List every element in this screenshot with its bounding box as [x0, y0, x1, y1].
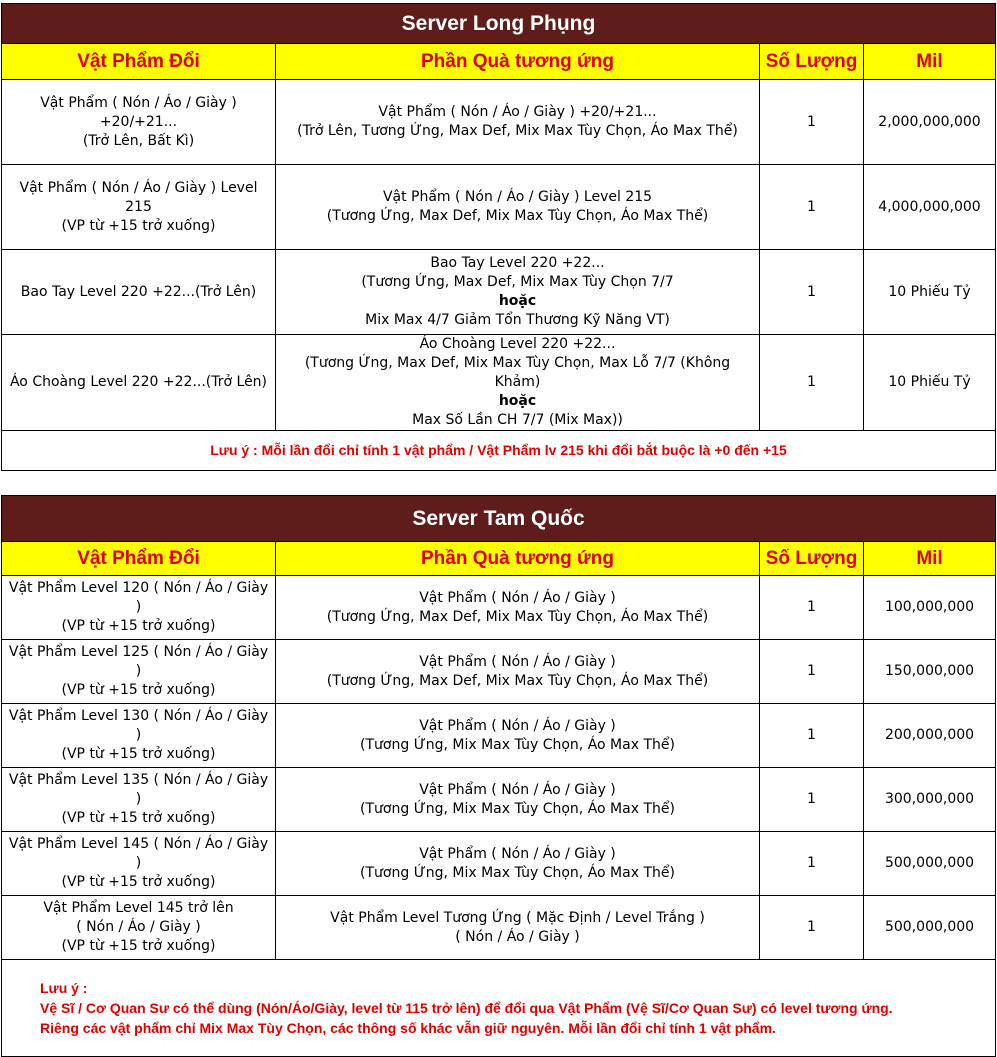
table-tam-quoc: [1, 495, 996, 1057]
mil-cell: 100,000,000: [864, 576, 996, 640]
mil-cell: 2,000,000,000: [864, 80, 996, 165]
qty-cell: 1: [760, 80, 864, 165]
col-header-mil: Mil: [864, 542, 996, 576]
qty-cell: 1: [760, 704, 864, 768]
table-row: [2, 80, 996, 165]
item-cell: Vật Phẩm Level 120 ( Nón / Áo / Giày ) (VP từ +15 trở xuống): [2, 576, 276, 640]
item-cell: Vật Phẩm Level 145 ( Nón / Áo / Giày ) (VP từ +15 trở xuống): [2, 832, 276, 896]
gift-cell: Vật Phẩm ( Nón / Áo / Giày ) (Tương Ứng, Max Def, Mix Max Tùy Chọn, Áo Max Thể): [276, 576, 760, 640]
gift-cell: Bao Tay Level 220 +22... (Tương Ứng, Max Def, Mix Max Tùy Chọn 7/7 hoặc Mix Max 4/7 Giảm Tổn Thương Kỹ Năng VT): [276, 250, 760, 335]
gift-cell: Vật Phẩm ( Nón / Áo / Giày ) (Tương Ứng, Mix Max Tùy Chọn, Áo Max Thể): [276, 704, 760, 768]
mil-cell: 4,000,000,000: [864, 165, 996, 250]
qty-cell: 1: [760, 576, 864, 640]
mil-cell: 200,000,000: [864, 704, 996, 768]
col-header-mil: Mil: [864, 44, 996, 80]
item-cell: Áo Choàng Level 220 +22...(Trở Lên): [2, 335, 276, 431]
qty-cell: 1: [760, 640, 864, 704]
qty-cell: 1: [760, 250, 864, 335]
note-text: Lưu ý : Mỗi lần đổi chỉ tính 1 vật phẩm / Vật Phẩm lv 215 khi đổi bắt buộc là +0 đến +15: [2, 431, 996, 471]
item-cell: Vật Phẩm Level 125 ( Nón / Áo / Giày ) (VP từ +15 trở xuống): [2, 640, 276, 704]
col-header-qty: Số Lượng: [760, 542, 864, 576]
table-row: [2, 704, 996, 768]
qty-cell: 1: [760, 768, 864, 832]
qty-cell: 1: [760, 896, 864, 960]
mil-cell: 300,000,000: [864, 768, 996, 832]
item-cell: Vật Phẩm ( Nón / Áo / Giày ) Level 215 (VP từ +15 trở xuống): [2, 165, 276, 250]
gift-cell: Áo Choàng Level 220 +22... (Tương Ứng, Max Def, Mix Max Tùy Chọn, Max Lỗ 7/7 (Không Khảm) hoặc Max Số Lần CH 7/7 (Mix Max)): [276, 335, 760, 431]
mil-cell: 500,000,000: [864, 832, 996, 896]
section-title: Server Tam Quốc: [2, 496, 996, 542]
table-row: [2, 896, 996, 960]
gift-cell: Vật Phẩm Level Tương Ứng ( Mặc Định / Level Trắng ) ( Nón / Áo / Giày ): [276, 896, 760, 960]
qty-cell: 1: [760, 832, 864, 896]
mil-cell: 500,000,000: [864, 896, 996, 960]
mil-cell: 10 Phiếu Tỷ: [864, 250, 996, 335]
mil-cell: 10 Phiếu Tỷ: [864, 335, 996, 431]
table-long-phung: [1, 3, 996, 471]
item-cell: Vật Phẩm Level 135 ( Nón / Áo / Giày ) (VP từ +15 trở xuống): [2, 768, 276, 832]
item-cell: Bao Tay Level 220 +22...(Trở Lên): [2, 250, 276, 335]
item-cell: Vật Phẩm Level 130 ( Nón / Áo / Giày ) (VP từ +15 trở xuống): [2, 704, 276, 768]
qty-cell: 1: [760, 335, 864, 431]
gift-cell: Vật Phẩm ( Nón / Áo / Giày ) +20/+21... (Trở Lên, Tương Ứng, Max Def, Mix Max Tùy Chọn, Áo Max Thể): [276, 80, 760, 165]
note-text: Lưu ý : Vệ Sĩ / Cơ Quan Sư có thể dùng (Nón/Áo/Giày, level từ 115 trở lên) để đổi qua Vật Phẩm (Vệ Sĩ/Cơ Quan Sư) có level tương ứng. Riêng các vật phẩm chỉ Mix Max Tùy Chọn, các thông số khác vẫn giữ nguyên. Mỗi lần đổi chỉ tính 1 vật phẩm.: [2, 960, 996, 1057]
gift-cell: Vật Phẩm ( Nón / Áo / Giày ) (Tương Ứng, Mix Max Tùy Chọn, Áo Max Thể): [276, 768, 760, 832]
col-header-item: Vật Phẩm Đổi: [2, 542, 276, 576]
col-header-item: Vật Phẩm Đổi: [2, 44, 276, 80]
table-row: [2, 576, 996, 640]
col-header-gift: Phần Quà tương ứng: [276, 44, 760, 80]
item-cell: Vật Phẩm ( Nón / Áo / Giày ) +20/+21... (Trở Lên, Bất Kì): [2, 80, 276, 165]
mil-cell: 150,000,000: [864, 640, 996, 704]
table-row: [2, 640, 996, 704]
col-header-qty: Số Lượng: [760, 44, 864, 80]
item-cell: Vật Phẩm Level 145 trở lên ( Nón / Áo / Giày ) (VP từ +15 trở xuống): [2, 896, 276, 960]
table-row: [2, 832, 996, 896]
table-row: [2, 250, 996, 335]
table-row: [2, 335, 996, 431]
gift-cell: Vật Phẩm ( Nón / Áo / Giày ) Level 215 (Tương Ứng, Max Def, Mix Max Tùy Chọn, Áo Max Thể): [276, 165, 760, 250]
qty-cell: 1: [760, 165, 864, 250]
table-row: [2, 165, 996, 250]
gift-cell: Vật Phẩm ( Nón / Áo / Giày ) (Tương Ứng, Mix Max Tùy Chọn, Áo Max Thể): [276, 832, 760, 896]
section-title: Server Long Phụng: [2, 4, 996, 44]
table-row: [2, 768, 996, 832]
gift-cell: Vật Phẩm ( Nón / Áo / Giày ) (Tương Ứng, Max Def, Mix Max Tùy Chọn, Áo Max Thể): [276, 640, 760, 704]
col-header-gift: Phần Quà tương ứng: [276, 542, 760, 576]
